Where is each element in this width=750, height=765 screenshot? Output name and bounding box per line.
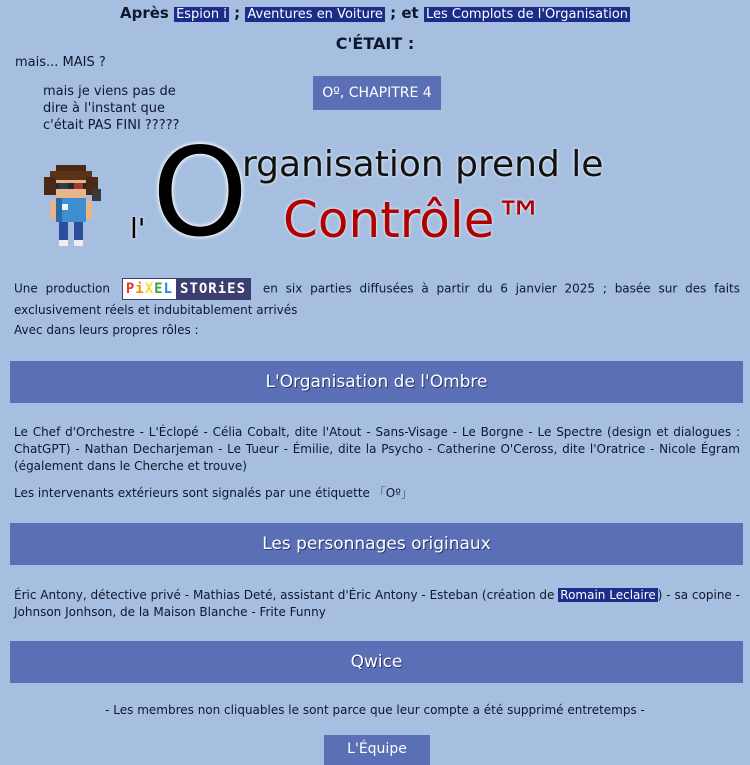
logo-stories-text: STORiES <box>176 279 250 299</box>
chapter-badge[interactable]: Oº, CHAPITRE 4 <box>313 76 441 110</box>
intro-sep-1: ; <box>234 4 241 22</box>
pixel-character-icon <box>38 158 104 250</box>
link-romain-leclaire[interactable]: Romain Leclaire <box>560 588 656 602</box>
avec-text: Avec dans leurs propres rôles : <box>14 323 199 337</box>
intro-line <box>0 4 750 22</box>
production-after: en six parties diffusées à partir du 6 janvier 2025 ; basée sur des faits exclusivement réels et indubitablement arrivés <box>14 281 740 317</box>
cetait-heading: C'ÉTAIT : <box>335 34 415 53</box>
intro-prefix: Après <box>119 4 169 22</box>
title-rest: rganisation prend le <box>242 144 604 185</box>
title-controle: Contrôle™ <box>283 191 545 249</box>
section-2-members <box>14 587 740 621</box>
section-bar-organisation: L'Organisation de l'Ombre <box>10 361 743 403</box>
production-before: Une production <box>14 281 111 296</box>
section-1-members: Le Chef d'Orchestre - L'Éclopé - Célia Cobalt, dite l'Atout - Sans-Visage - Le Borgne - Le Spectre (design et dialogues : ChatGPT) - Nathan Decharjeman - Le Tueur - Émilie, dite la Psycho - Catherine O'Ceross, dite l'Oratrice - Nicole Égram (également dans le Cherche et trouve) <box>14 425 740 473</box>
section-bar-qwice: Qwice <box>10 641 743 683</box>
equipe-button[interactable]: L'Équipe <box>324 735 430 765</box>
link-aventures-en-voiture[interactable]: Aventures en Voiture <box>247 7 383 22</box>
link-espion-i[interactable]: Espion i <box>176 7 227 22</box>
production-line <box>14 278 740 320</box>
section-3-note: - Les membres non cliquables le sont parce que leur compte a été supprimé entretemps - <box>105 703 645 717</box>
logo-pixel-text: PiXEL <box>123 279 176 299</box>
section-bar-personnages: Les personnages originaux <box>10 523 743 565</box>
title-big-letter: O <box>152 122 249 264</box>
link-complots-organisation[interactable]: Les Complots de l'Organisation <box>425 7 629 22</box>
section-1-note: Les intervenants extérieurs sont signalés par une étiquette 「Oº」 <box>14 486 413 500</box>
intro-sep-2: ; et <box>390 4 419 22</box>
title-prefix: l' <box>130 212 146 245</box>
section-2-members-after: ) - sa copine - Johnson Jonhson, de la Maison Blanche - Frite Funny <box>14 588 740 619</box>
speech-line-2: mais je viens pas de dire à l'instant que c'était PAS FINI ????? <box>43 84 180 133</box>
pixel-stories-logo[interactable] <box>122 278 251 300</box>
section-2-members-before: Éric Antony, détective privé - Mathias Deté, assistant d'Éric Antony - Esteban (création de <box>14 588 555 602</box>
speech-line-1: mais... MAIS ? <box>15 55 106 70</box>
